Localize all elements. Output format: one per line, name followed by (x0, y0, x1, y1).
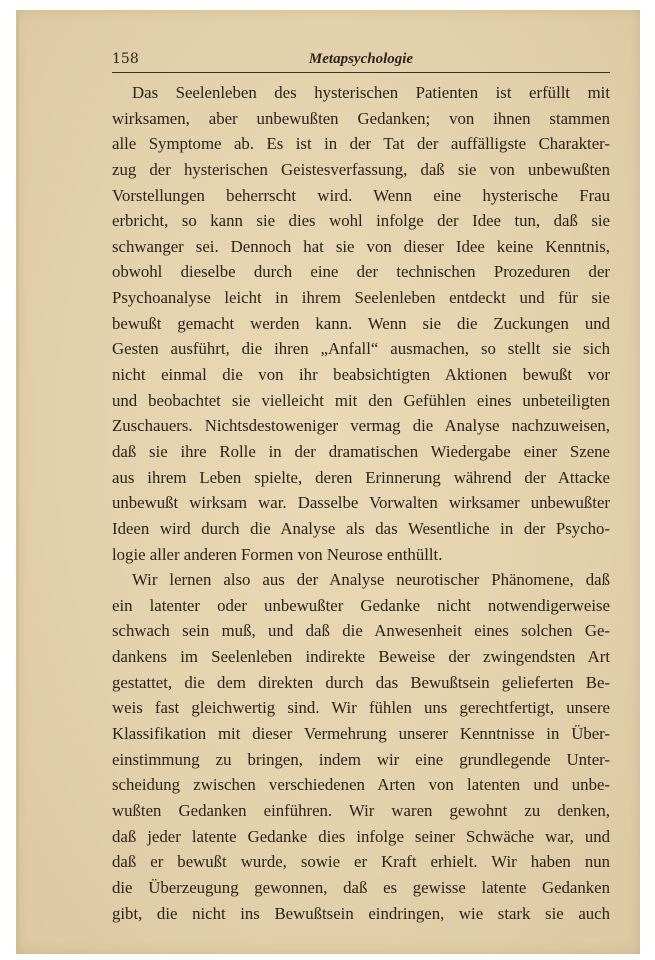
text-line: schwanger sei. Dennoch hat sie von dieser Idee keine Kenntnis, (112, 236, 610, 256)
text-line: bewußt gemacht werden kann. Wenn sie die Zuckungen und (112, 313, 610, 333)
text-line: weis fast gleichwertig sind. Wir fühlen uns gerechtfertigt, unsere (112, 698, 610, 718)
text-line: Zuschauers. Nichtsdestoweniger vermag die Analyse nachzuweisen, (112, 416, 610, 436)
text-line: Wir lernen also aus der Analyse neurotischer Phänomene, daß (132, 570, 610, 590)
text-line: unbewußt wirksam war. Dasselbe Vorwalten wirksamer unbewußter (112, 493, 610, 513)
text-line: Das Seelenleben des hysterischen Patienten ist erfüllt mit (132, 83, 610, 102)
page-edge (16, 10, 19, 954)
paragraph-2 (112, 567, 610, 926)
text-line: einstimmung zu bringen, indem wir eine grundlegende Unter- (112, 749, 610, 769)
text-line: Klassifikation mit dieser Vermehrung unserer Kenntnisse in Über- (112, 724, 610, 744)
running-header (112, 48, 610, 73)
text-line: und beobachtet sie vielleicht mit den Gefühlen eines unbeteiligten (112, 390, 610, 410)
text-line: wußten Gedanken einführen. Wir waren gewohnt zu denken, (112, 800, 610, 820)
text-line: die Überzeugung gewonnen, daß es gewisse latente Gedanken (112, 877, 610, 897)
text-line: aus ihrem Leben spielte, deren Erinnerung während der Attacke (112, 467, 610, 487)
text-line: erbricht, so kann sie dies wohl infolge der Idee tun, daß sie (112, 211, 610, 231)
text-line: gibt, die nicht ins Bewußtsein eindringen, wie stark sie auch (112, 903, 610, 923)
text-line: daß sie ihre Rolle in der dramatischen Wiedergabe einer Szene (112, 441, 610, 461)
text-line: dankens im Seelenleben indirekte Beweise der zwingendsten Art (112, 647, 610, 667)
page-number: 158 (112, 51, 139, 67)
body-text (112, 80, 610, 926)
text-line: nicht einmal die von ihr beabsichtigten Aktionen bewußt vor (112, 365, 610, 385)
text-line: Ideen wird durch die Analyse als das Wesentliche in der Psycho- (112, 518, 610, 538)
text-line: scheidung zwischen verschiedenen Arten von latenten und unbe- (112, 775, 610, 795)
running-title: Metapsychologie (308, 51, 414, 67)
paragraph-1 (112, 80, 610, 567)
text-line: ein latenter oder unbewußter Gedanke nicht notwendigerweise (112, 595, 610, 615)
text-line: obwohl dieselbe durch eine der technischen Prozeduren der (112, 262, 610, 282)
text-line: logie aller anderen Formen von Neurose enthüllt. (112, 544, 443, 564)
text-line: Vorstellungen beherrscht wird. Wenn eine hysterische Frau (112, 185, 610, 205)
text-line: Psychoanalyse leicht in ihrem Seelenleben entdeckt und für sie (112, 288, 610, 308)
text-line: Gesten ausführt, die ihren „Anfall“ ausmachen, so stellt sie sich (112, 339, 610, 359)
text-line: zug der hysterischen Geistesverfassung, daß sie von unbewußten (112, 159, 610, 179)
text-line: daß jeder latente Gedanke dies infolge seiner Schwäche war, und (112, 826, 610, 846)
text-line: alle Symptome ab. Es ist in der Tat der auffälligste Charakter- (112, 134, 610, 154)
text-line: wirksamen, aber unbewußten Gedanken; von ihnen stammen (112, 108, 610, 128)
text-line: gestattet, die dem direkten durch das Bewußtsein gelieferten Be- (112, 672, 610, 692)
text-line: schwach sein muß, und daß die Anwesenheit eines solchen Ge- (112, 621, 610, 641)
text-line: daß er bewußt wurde, sowie er Kraft erhielt. Wir haben nun (112, 852, 610, 872)
